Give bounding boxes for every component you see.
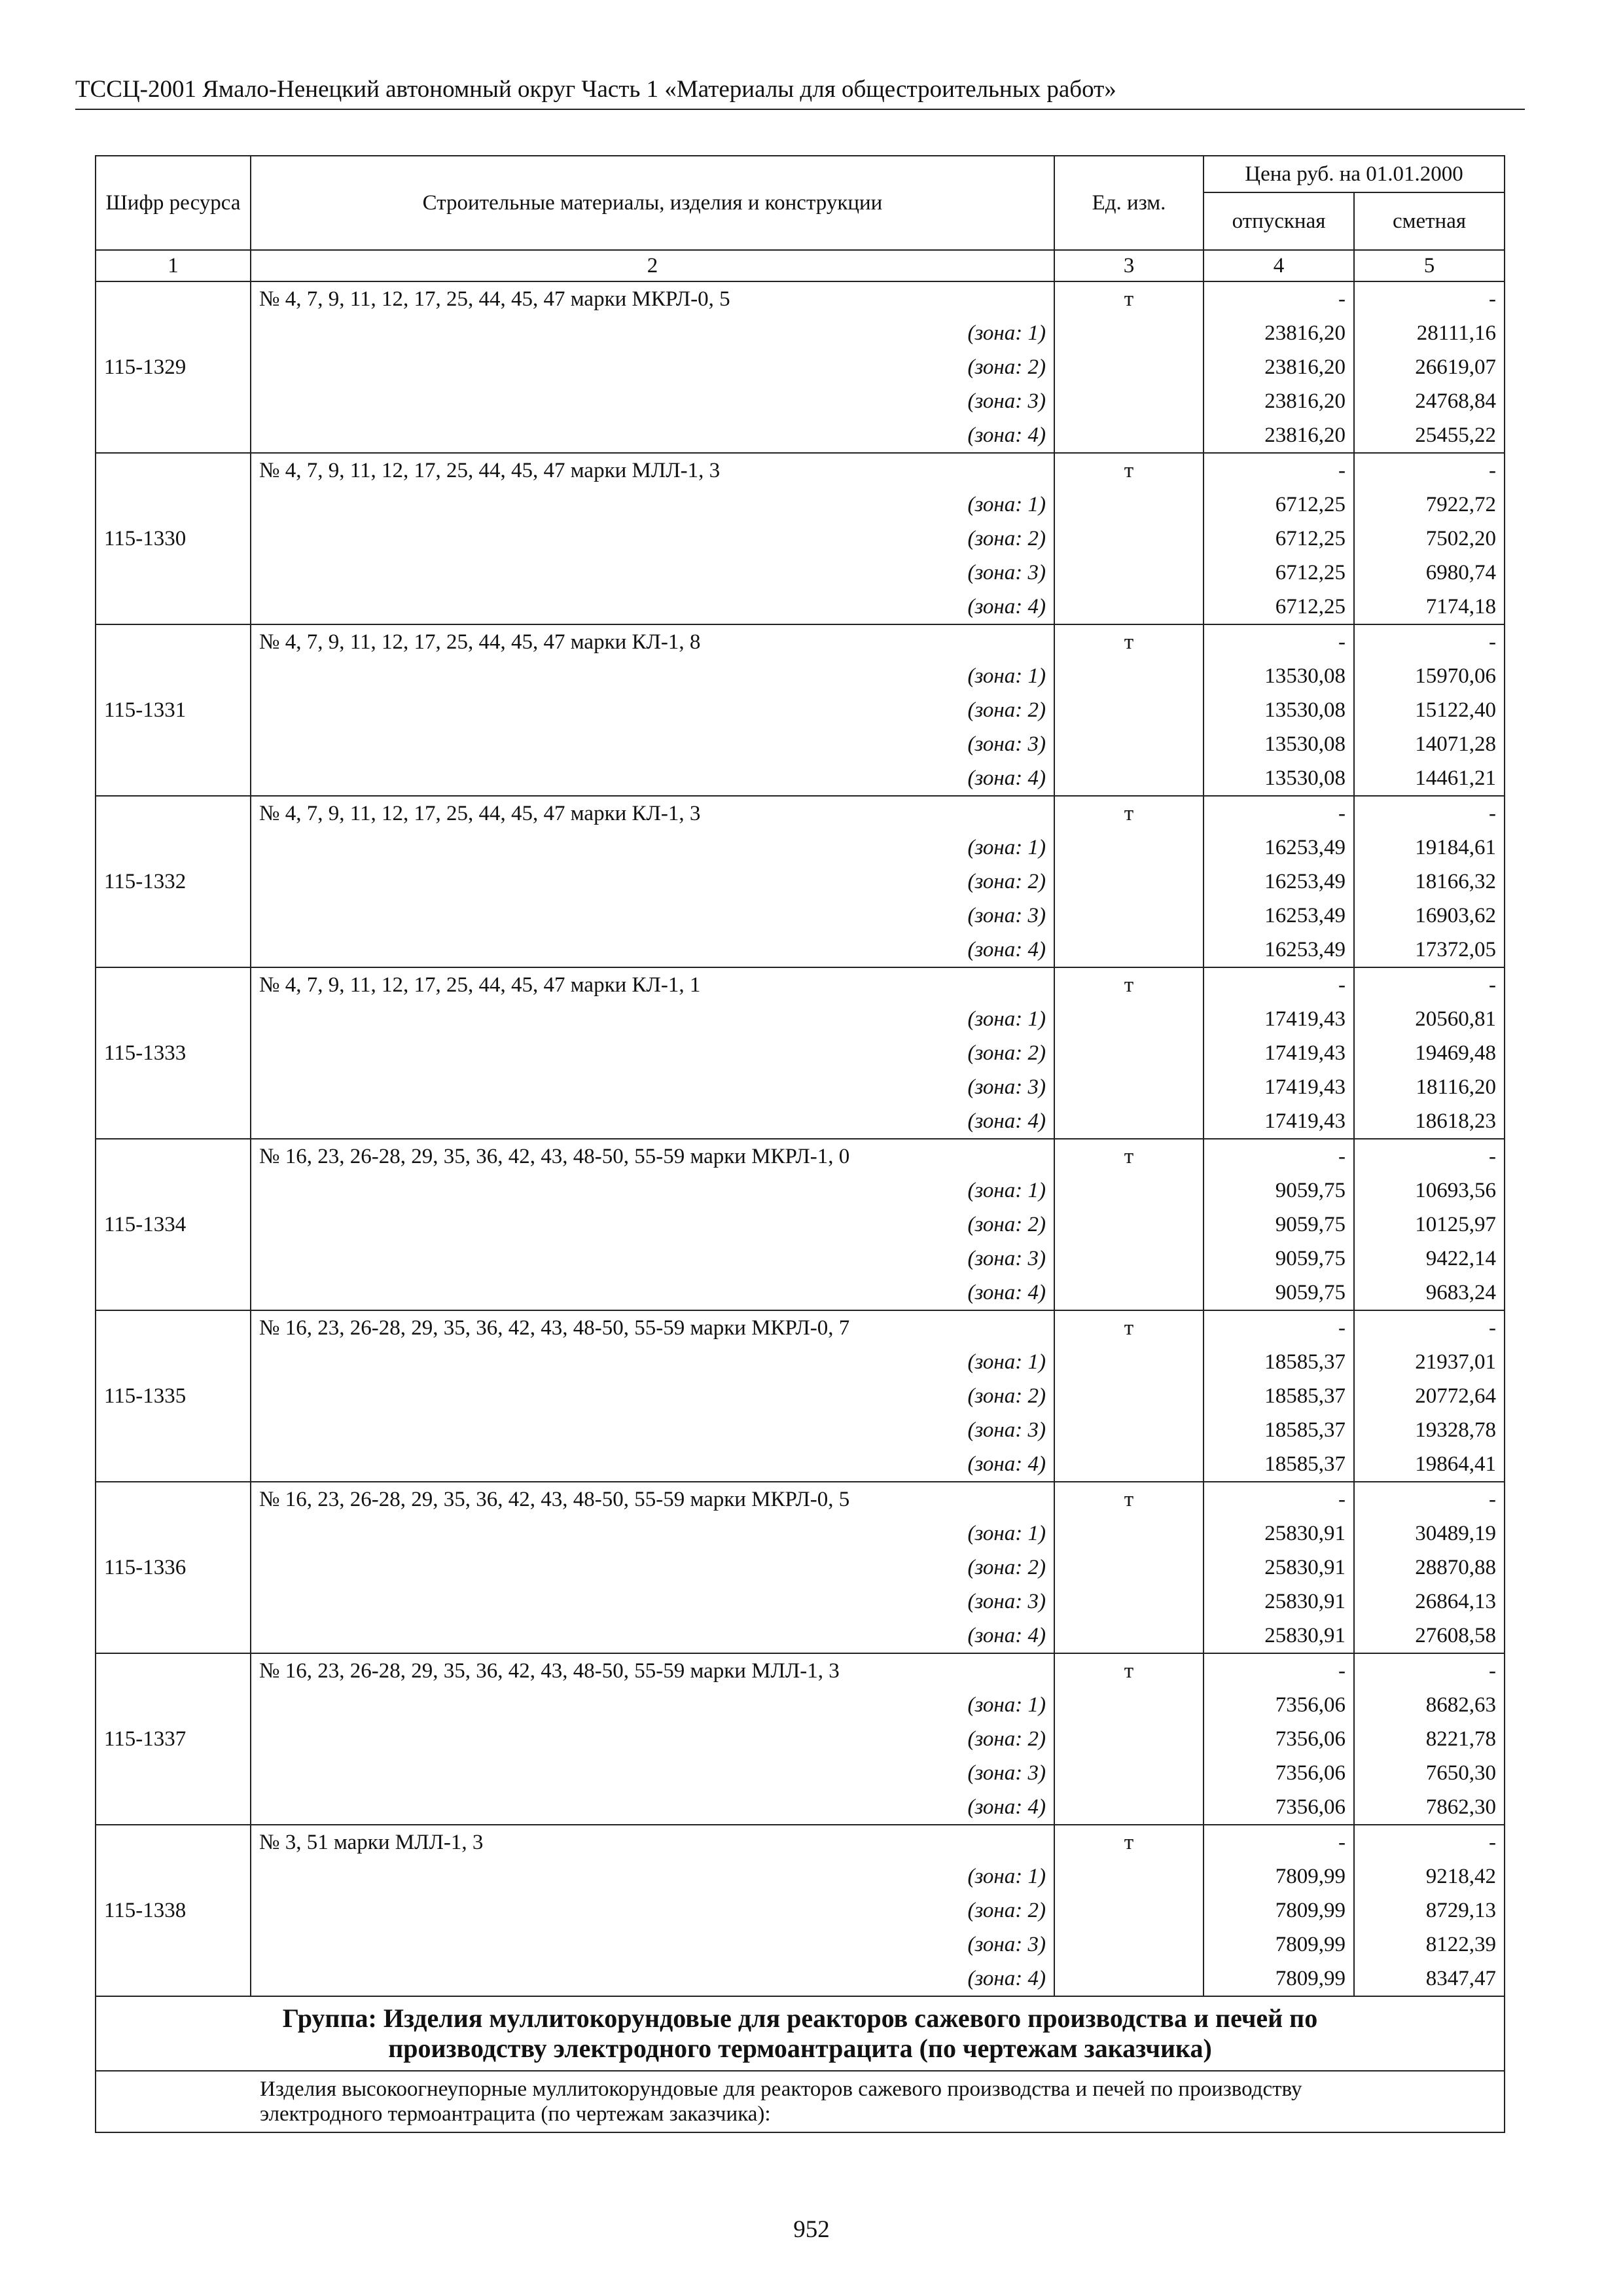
zone-label: (зона: 4) — [251, 1619, 1054, 1653]
unit-cell — [1054, 1070, 1204, 1104]
unit-cell — [1054, 761, 1204, 796]
release-price: 23816,20 — [1204, 418, 1354, 453]
estimate-price: 7502,20 — [1354, 522, 1505, 556]
zone-row — [96, 350, 1505, 384]
zone-row — [96, 1276, 1505, 1310]
material-name: № 16, 23, 26-28, 29, 35, 36, 42, 43, 48-50, 55-59 марки МКРЛ-1, 0 — [251, 1139, 1054, 1174]
estimate-price: - — [1354, 281, 1505, 316]
estimate-price: 20560,81 — [1354, 1002, 1505, 1036]
column-number: 3 — [1054, 250, 1204, 281]
release-price: 6712,25 — [1204, 556, 1354, 590]
estimate-price: 24768,84 — [1354, 384, 1505, 418]
unit-cell — [1054, 1208, 1204, 1242]
estimate-price: 28111,16 — [1354, 316, 1505, 350]
resource-code: 115-1336 — [96, 1482, 251, 1653]
estimate-price: 18618,23 — [1354, 1104, 1505, 1139]
column-header-price: Цена руб. на 01.01.2000 — [1204, 156, 1505, 192]
zone-row — [96, 1002, 1505, 1036]
estimate-price: 8122,39 — [1354, 1928, 1505, 1962]
group-title-row — [96, 1996, 1505, 2071]
price-table — [95, 155, 1505, 2133]
estimate-price: 27608,58 — [1354, 1619, 1505, 1653]
release-price: 18585,37 — [1204, 1345, 1354, 1379]
release-price: - — [1204, 967, 1354, 1002]
release-price: 25830,91 — [1204, 1585, 1354, 1619]
unit-cell — [1054, 831, 1204, 865]
zone-row — [96, 556, 1505, 590]
estimate-price: 9683,24 — [1354, 1276, 1505, 1310]
release-price: 7809,99 — [1204, 1962, 1354, 1996]
zone-row — [96, 316, 1505, 350]
estimate-price: 15970,06 — [1354, 659, 1505, 693]
release-price: 23816,20 — [1204, 384, 1354, 418]
zone-label: (зона: 1) — [251, 488, 1054, 522]
table-row — [96, 1653, 1505, 1688]
zone-row — [96, 1928, 1505, 1962]
unit-cell: т — [1054, 1139, 1204, 1174]
unit-cell — [1054, 659, 1204, 693]
unit-cell: т — [1054, 453, 1204, 488]
estimate-price: 17372,05 — [1354, 933, 1505, 967]
estimate-price: 10125,97 — [1354, 1208, 1505, 1242]
release-price: 25830,91 — [1204, 1516, 1354, 1551]
zone-row — [96, 761, 1505, 796]
unit-cell — [1054, 1962, 1204, 1996]
release-price: 9059,75 — [1204, 1276, 1354, 1310]
release-price: 9059,75 — [1204, 1208, 1354, 1242]
release-price: 18585,37 — [1204, 1379, 1354, 1413]
zone-label: (зона: 3) — [251, 1928, 1054, 1962]
estimate-price: 9422,14 — [1354, 1242, 1505, 1276]
release-price: 6712,25 — [1204, 522, 1354, 556]
estimate-price: 14461,21 — [1354, 761, 1505, 796]
zone-label: (зона: 4) — [251, 1962, 1054, 1996]
resource-code: 115-1334 — [96, 1139, 251, 1310]
unit-cell: т — [1054, 1482, 1204, 1516]
zone-label: (зона: 2) — [251, 1379, 1054, 1413]
material-name: № 16, 23, 26-28, 29, 35, 36, 42, 43, 48-50, 55-59 марки МКРЛ-0, 5 — [251, 1482, 1054, 1516]
zone-row — [96, 1070, 1505, 1104]
zone-label: (зона: 1) — [251, 1688, 1054, 1722]
zone-row — [96, 418, 1505, 453]
zone-row — [96, 1208, 1505, 1242]
release-price: 13530,08 — [1204, 659, 1354, 693]
column-header-material: Строительные материалы, изделия и конструкции — [251, 156, 1054, 250]
release-price: 9059,75 — [1204, 1242, 1354, 1276]
estimate-price: 25455,22 — [1354, 418, 1505, 453]
unit-cell: т — [1054, 796, 1204, 831]
zone-row — [96, 1551, 1505, 1585]
estimate-price: - — [1354, 1482, 1505, 1516]
column-header-release-price: отпускная — [1204, 192, 1354, 250]
zone-row — [96, 1893, 1505, 1928]
release-price: 7356,06 — [1204, 1756, 1354, 1790]
estimate-price: - — [1354, 796, 1505, 831]
zone-label: (зона: 3) — [251, 1242, 1054, 1276]
estimate-price: 8682,63 — [1354, 1688, 1505, 1722]
release-price: - — [1204, 796, 1354, 831]
estimate-price: 7862,30 — [1354, 1790, 1505, 1825]
estimate-price: - — [1354, 624, 1505, 659]
table-row — [96, 1482, 1505, 1516]
unit-cell — [1054, 1722, 1204, 1756]
material-name: № 4, 7, 9, 11, 12, 17, 25, 44, 45, 47 марки МЛЛ-1, 3 — [251, 453, 1054, 488]
resource-code: 115-1338 — [96, 1825, 251, 1996]
column-number: 2 — [251, 250, 1054, 281]
release-price: - — [1204, 1653, 1354, 1688]
page-header: ТССЦ-2001 Ямало-Ненецкий автономный округ Часть 1 «Материалы для общестроительных работ» — [75, 73, 1525, 110]
release-price: 7809,99 — [1204, 1928, 1354, 1962]
release-price: 13530,08 — [1204, 761, 1354, 796]
release-price: 23816,20 — [1204, 316, 1354, 350]
zone-label: (зона: 2) — [251, 693, 1054, 727]
zone-label: (зона: 1) — [251, 831, 1054, 865]
estimate-price: 9218,42 — [1354, 1859, 1505, 1893]
unit-cell — [1054, 1928, 1204, 1962]
zone-row — [96, 1722, 1505, 1756]
zone-label: (зона: 4) — [251, 933, 1054, 967]
unit-cell — [1054, 1551, 1204, 1585]
zone-label: (зона: 4) — [251, 590, 1054, 624]
release-price: 9059,75 — [1204, 1174, 1354, 1208]
zone-label: (зона: 2) — [251, 1551, 1054, 1585]
resource-code: 115-1335 — [96, 1310, 251, 1482]
zone-label: (зона: 2) — [251, 1722, 1054, 1756]
estimate-price: 8347,47 — [1354, 1962, 1505, 1996]
unit-cell — [1054, 1893, 1204, 1928]
release-price: 13530,08 — [1204, 693, 1354, 727]
release-price: - — [1204, 453, 1354, 488]
column-header-unit: Ед. изм. — [1054, 156, 1204, 250]
group-description-row — [96, 2071, 1505, 2132]
release-price: 16253,49 — [1204, 933, 1354, 967]
zone-row — [96, 1790, 1505, 1825]
estimate-price: 28870,88 — [1354, 1551, 1505, 1585]
table-row — [96, 453, 1505, 488]
zone-row — [96, 899, 1505, 933]
estimate-price: 8221,78 — [1354, 1722, 1505, 1756]
release-price: 18585,37 — [1204, 1413, 1354, 1447]
release-price: - — [1204, 624, 1354, 659]
group-description — [96, 2071, 1505, 2132]
estimate-price: 30489,19 — [1354, 1516, 1505, 1551]
resource-code: 115-1330 — [96, 453, 251, 624]
group-section — [96, 1996, 1505, 2132]
estimate-price: - — [1354, 1825, 1505, 1859]
group-title-line: Группа: Изделия муллитокорундовые для реакторов сажевого производства и печей по — [282, 2003, 1318, 2033]
zone-label: (зона: 4) — [251, 418, 1054, 453]
unit-cell — [1054, 522, 1204, 556]
zone-label: (зона: 3) — [251, 899, 1054, 933]
release-price: 16253,49 — [1204, 831, 1354, 865]
release-price: 7356,06 — [1204, 1790, 1354, 1825]
group-title-line: производству электродного термоантрацита (по чертежам заказчика) — [388, 2034, 1212, 2063]
unit-cell — [1054, 1242, 1204, 1276]
material-name: № 4, 7, 9, 11, 12, 17, 25, 44, 45, 47 марки КЛ-1, 8 — [251, 624, 1054, 659]
release-price: 17419,43 — [1204, 1070, 1354, 1104]
unit-cell — [1054, 316, 1204, 350]
zone-label: (зона: 3) — [251, 384, 1054, 418]
zone-row — [96, 384, 1505, 418]
unit-cell — [1054, 1413, 1204, 1447]
estimate-price: 15122,40 — [1354, 693, 1505, 727]
zone-label: (зона: 1) — [251, 1345, 1054, 1379]
column-header-code: Шифр ресурса — [96, 156, 251, 250]
material-name: № 3, 51 марки МЛЛ-1, 3 — [251, 1825, 1054, 1859]
table-row — [96, 796, 1505, 831]
zone-row — [96, 488, 1505, 522]
estimate-price: 18166,32 — [1354, 865, 1505, 899]
unit-cell — [1054, 1104, 1204, 1139]
zone-row — [96, 1447, 1505, 1482]
estimate-price: - — [1354, 1310, 1505, 1345]
unit-cell — [1054, 418, 1204, 453]
zone-row — [96, 522, 1505, 556]
table-header — [96, 156, 1505, 281]
release-price: 16253,49 — [1204, 899, 1354, 933]
release-price: 6712,25 — [1204, 488, 1354, 522]
unit-cell — [1054, 1516, 1204, 1551]
zone-label: (зона: 2) — [251, 1036, 1054, 1070]
table-row — [96, 281, 1505, 316]
zone-label: (зона: 3) — [251, 1756, 1054, 1790]
table-row — [96, 1825, 1505, 1859]
release-price: 25830,91 — [1204, 1551, 1354, 1585]
zone-row — [96, 1859, 1505, 1893]
estimate-price: - — [1354, 967, 1505, 1002]
unit-cell: т — [1054, 1825, 1204, 1859]
unit-cell — [1054, 1345, 1204, 1379]
unit-cell: т — [1054, 1310, 1204, 1345]
estimate-price: 26864,13 — [1354, 1585, 1505, 1619]
zone-label: (зона: 1) — [251, 659, 1054, 693]
release-price: 23816,20 — [1204, 350, 1354, 384]
zone-row — [96, 933, 1505, 967]
zone-row — [96, 1345, 1505, 1379]
zone-row — [96, 1619, 1505, 1653]
table-row — [96, 1139, 1505, 1174]
release-price: - — [1204, 1825, 1354, 1859]
unit-cell: т — [1054, 967, 1204, 1002]
material-name: № 16, 23, 26-28, 29, 35, 36, 42, 43, 48-50, 55-59 марки МКРЛ-0, 7 — [251, 1310, 1054, 1345]
zone-label: (зона: 4) — [251, 1790, 1054, 1825]
release-price: 7809,99 — [1204, 1859, 1354, 1893]
unit-cell: т — [1054, 624, 1204, 659]
material-name: № 16, 23, 26-28, 29, 35, 36, 42, 43, 48-50, 55-59 марки МЛЛ-1, 3 — [251, 1653, 1054, 1688]
release-price: 25830,91 — [1204, 1619, 1354, 1653]
release-price: 17419,43 — [1204, 1104, 1354, 1139]
resource-code: 115-1331 — [96, 624, 251, 796]
release-price: - — [1204, 1482, 1354, 1516]
estimate-price: 20772,64 — [1354, 1379, 1505, 1413]
zone-label: (зона: 2) — [251, 1893, 1054, 1928]
material-name: № 4, 7, 9, 11, 12, 17, 25, 44, 45, 47 марки КЛ-1, 3 — [251, 796, 1054, 831]
zone-label: (зона: 3) — [251, 556, 1054, 590]
column-header-estimate-price: сметная — [1354, 192, 1505, 250]
release-price: 16253,49 — [1204, 865, 1354, 899]
material-name: № 4, 7, 9, 11, 12, 17, 25, 44, 45, 47 марки МКРЛ-0, 5 — [251, 281, 1054, 316]
estimate-price: 19864,41 — [1354, 1447, 1505, 1482]
release-price: 13530,08 — [1204, 727, 1354, 761]
unit-cell — [1054, 865, 1204, 899]
estimate-price: 8729,13 — [1354, 1893, 1505, 1928]
unit-cell — [1054, 1276, 1204, 1310]
table-body — [96, 281, 1505, 1996]
release-price: - — [1204, 1310, 1354, 1345]
zone-label: (зона: 2) — [251, 1208, 1054, 1242]
zone-row — [96, 1413, 1505, 1447]
column-number: 5 — [1354, 250, 1505, 281]
estimate-price: 19469,48 — [1354, 1036, 1505, 1070]
resource-code: 115-1333 — [96, 967, 251, 1139]
unit-cell — [1054, 1859, 1204, 1893]
group-description-line: электродного термоантрацита (по чертежам заказчика): — [260, 2102, 771, 2126]
estimate-price: 26619,07 — [1354, 350, 1505, 384]
column-number-row — [96, 250, 1505, 281]
zone-row — [96, 590, 1505, 624]
zone-row — [96, 1104, 1505, 1139]
release-price: 18585,37 — [1204, 1447, 1354, 1482]
estimate-price: 19184,61 — [1354, 831, 1505, 865]
estimate-price: - — [1354, 453, 1505, 488]
zone-row — [96, 831, 1505, 865]
zone-label: (зона: 4) — [251, 761, 1054, 796]
unit-cell — [1054, 1756, 1204, 1790]
unit-cell — [1054, 384, 1204, 418]
material-name: № 4, 7, 9, 11, 12, 17, 25, 44, 45, 47 марки КЛ-1, 1 — [251, 967, 1054, 1002]
release-price: 17419,43 — [1204, 1002, 1354, 1036]
table-row — [96, 1310, 1505, 1345]
release-price: - — [1204, 281, 1354, 316]
zone-row — [96, 865, 1505, 899]
column-number: 1 — [96, 250, 251, 281]
zone-row — [96, 1516, 1505, 1551]
unit-cell — [1054, 693, 1204, 727]
table-row — [96, 624, 1505, 659]
zone-label: (зона: 1) — [251, 1516, 1054, 1551]
zone-row — [96, 1688, 1505, 1722]
unit-cell — [1054, 899, 1204, 933]
unit-cell — [1054, 350, 1204, 384]
zone-label: (зона: 4) — [251, 1104, 1054, 1139]
estimate-price: 7174,18 — [1354, 590, 1505, 624]
zone-label: (зона: 2) — [251, 865, 1054, 899]
unit-cell — [1054, 590, 1204, 624]
estimate-price: - — [1354, 1653, 1505, 1688]
unit-cell — [1054, 1174, 1204, 1208]
unit-cell — [1054, 556, 1204, 590]
estimate-price: - — [1354, 1139, 1505, 1174]
zone-label: (зона: 2) — [251, 350, 1054, 384]
zone-row — [96, 1036, 1505, 1070]
zone-label: (зона: 3) — [251, 1585, 1054, 1619]
estimate-price: 21937,01 — [1354, 1345, 1505, 1379]
column-number: 4 — [1204, 250, 1354, 281]
estimate-price: 7922,72 — [1354, 488, 1505, 522]
zone-label: (зона: 4) — [251, 1447, 1054, 1482]
estimate-price: 7650,30 — [1354, 1756, 1505, 1790]
estimate-price: 18116,20 — [1354, 1070, 1505, 1104]
zone-label: (зона: 1) — [251, 316, 1054, 350]
zone-row — [96, 1379, 1505, 1413]
unit-cell — [1054, 1002, 1204, 1036]
zone-row — [96, 1585, 1505, 1619]
zone-row — [96, 1242, 1505, 1276]
group-title — [96, 1996, 1505, 2071]
unit-cell — [1054, 1379, 1204, 1413]
unit-cell — [1054, 1688, 1204, 1722]
page-number: 952 — [793, 2216, 830, 2243]
unit-cell — [1054, 488, 1204, 522]
unit-cell — [1054, 1447, 1204, 1482]
estimate-price: 14071,28 — [1354, 727, 1505, 761]
estimate-price: 6980,74 — [1354, 556, 1505, 590]
zone-row — [96, 727, 1505, 761]
zone-row — [96, 659, 1505, 693]
resource-code: 115-1329 — [96, 281, 251, 453]
zone-label: (зона: 1) — [251, 1174, 1054, 1208]
zone-row — [96, 1756, 1505, 1790]
resource-code: 115-1332 — [96, 796, 251, 967]
zone-label: (зона: 3) — [251, 1413, 1054, 1447]
zone-label: (зона: 3) — [251, 727, 1054, 761]
unit-cell — [1054, 1585, 1204, 1619]
zone-row — [96, 1962, 1505, 1996]
release-price: 7809,99 — [1204, 1893, 1354, 1928]
zone-row — [96, 693, 1505, 727]
zone-label: (зона: 2) — [251, 522, 1054, 556]
release-price: 7356,06 — [1204, 1722, 1354, 1756]
estimate-price: 19328,78 — [1354, 1413, 1505, 1447]
release-price: - — [1204, 1139, 1354, 1174]
zone-label: (зона: 4) — [251, 1276, 1054, 1310]
unit-cell — [1054, 1790, 1204, 1825]
unit-cell — [1054, 1036, 1204, 1070]
zone-label: (зона: 1) — [251, 1859, 1054, 1893]
unit-cell — [1054, 933, 1204, 967]
estimate-price: 10693,56 — [1354, 1174, 1505, 1208]
unit-cell — [1054, 727, 1204, 761]
estimate-price: 16903,62 — [1354, 899, 1505, 933]
table-row — [96, 967, 1505, 1002]
release-price: 7356,06 — [1204, 1688, 1354, 1722]
zone-row — [96, 1174, 1505, 1208]
unit-cell: т — [1054, 1653, 1204, 1688]
release-price: 17419,43 — [1204, 1036, 1354, 1070]
resource-code: 115-1337 — [96, 1653, 251, 1825]
group-description-line: Изделия высокоогнеупорные муллитокорундовые для реакторов сажевого производства и печей по производству — [260, 2077, 1302, 2101]
unit-cell — [1054, 1619, 1204, 1653]
unit-cell: т — [1054, 281, 1204, 316]
release-price: 6712,25 — [1204, 590, 1354, 624]
zone-label: (зона: 3) — [251, 1070, 1054, 1104]
zone-label: (зона: 1) — [251, 1002, 1054, 1036]
